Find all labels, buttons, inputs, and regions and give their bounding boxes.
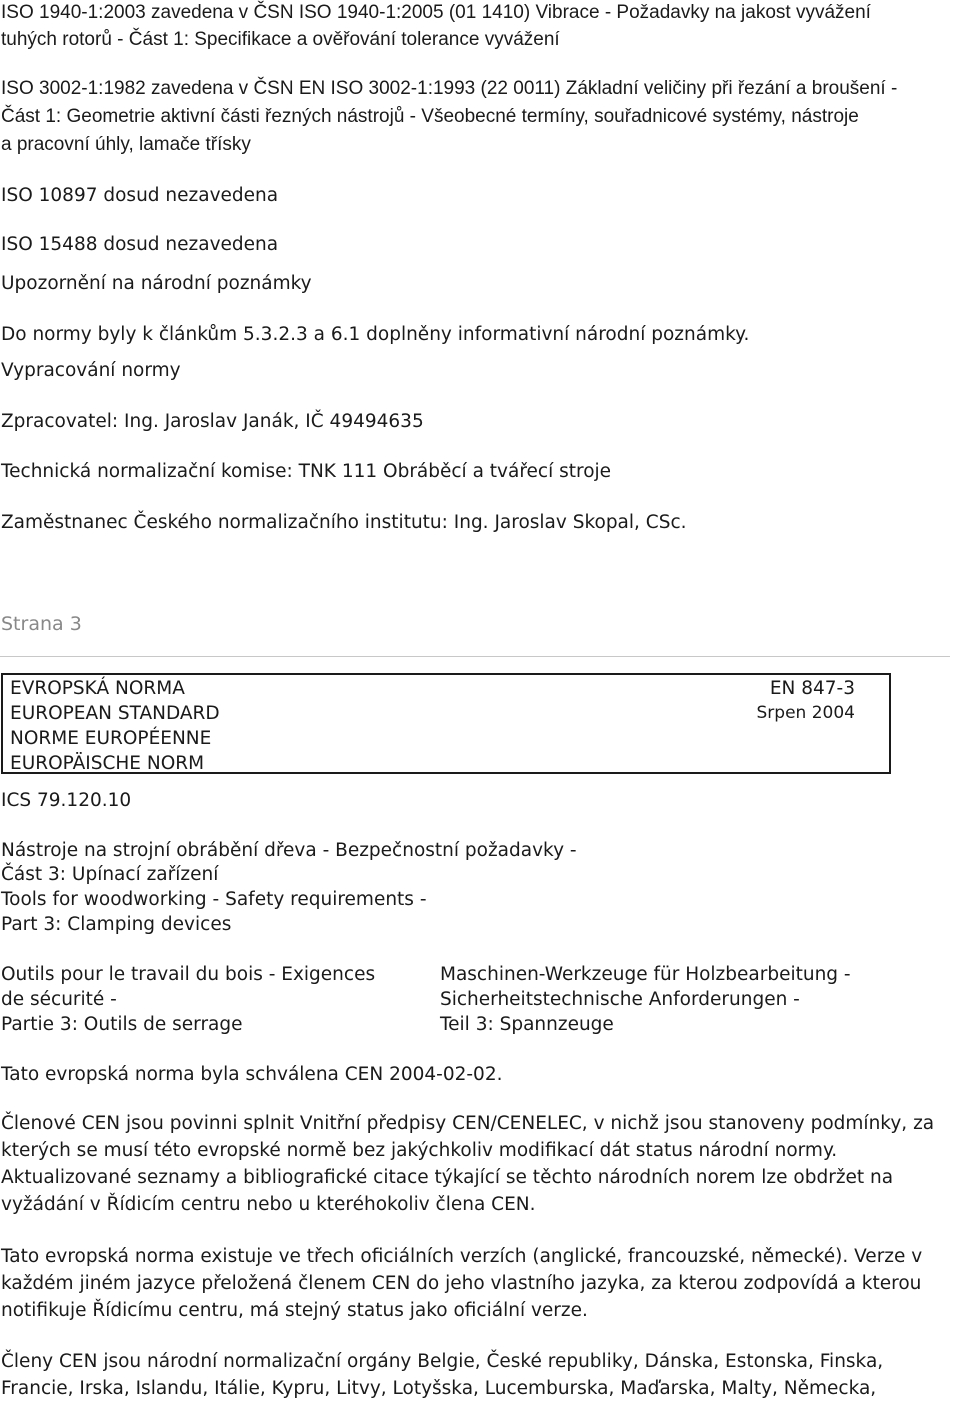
- members-paragraph-line-4: vyžádání v Řídicím centru nebo u kteréhokoliv člena CEN.: [1, 1194, 536, 1215]
- technical-committee: Technická normalizační komise: TNK 111 Obráběcí a tvářecí stroje: [1, 461, 612, 482]
- approval-statement: Tato evropská norma byla schválena CEN 2004-02-02.: [1, 1064, 503, 1085]
- versions-paragraph-line-1: Tato evropská norma existuje ve třech oficiálních verzích (anglické, francouzské, německé). Verze v: [1, 1246, 923, 1267]
- iso3002-line-3: a pracovní úhly, lamače třísky: [1, 134, 251, 155]
- title-de-line-1: Maschinen-Werkzeuge für Holzbearbeitung -: [440, 964, 851, 985]
- iso3002-line-2: Část 1: Geometrie aktivní části řezných nástrojů - Všeobecné termíny, souřadnicové systémy, nástroje: [1, 106, 859, 127]
- versions-paragraph-line-2: každém jiném jazyce přeložená členem CEN do jeho vlastního jazyka, za kterou zodpovídá a kterou: [1, 1273, 922, 1294]
- page-label: Strana 3: [1, 613, 82, 635]
- norm-name-cz: EVROPSKÁ NORMA: [10, 678, 185, 699]
- iso3002-line-1: ISO 3002-1:1982 zavedena v ČSN EN ISO 3002-1:1993 (22 0011) Základní veličiny při řezání a broušení -: [1, 78, 898, 99]
- norm-name-de: EUROPÄISCHE NORM: [10, 753, 205, 774]
- ics-code: ICS 79.120.10: [1, 790, 132, 811]
- iso1940-line-2: tuhých rotorů - Část 1: Specifikace a ověřování tolerance vyvážení: [1, 29, 560, 50]
- page-divider: [0, 656, 950, 657]
- title-de-line-2: Sicherheitstechnische Anforderungen -: [440, 989, 800, 1010]
- drafter: Zpracovatel: Ing. Jaroslav Janák, IČ 49494635: [1, 411, 424, 432]
- drafting-heading: Vypracování normy: [1, 360, 181, 381]
- members-paragraph-line-1: Členové CEN jsou povinni splnit Vnitřní předpisy CEN/CENELEC, v nichž jsou stanoveny podmínky, za: [1, 1113, 935, 1134]
- norm-number: EN 847-3: [769, 678, 855, 699]
- institute-employee: Zaměstnanec Českého normalizačního institutu: Ing. Jaroslav Skopal, CSc.: [1, 512, 687, 533]
- norm-name-fr: NORME EUROPÉENNE: [10, 728, 212, 749]
- title-en-line-1: Tools for woodworking - Safety requirements -: [1, 889, 427, 910]
- title-fr-line-2: de sécurité -: [1, 989, 117, 1010]
- countries-paragraph-line-1: Členy CEN jsou národní normalizační orgány Belgie, České republiky, Dánska, Estonska, Finska,: [1, 1351, 884, 1372]
- norm-header-box: [1, 673, 891, 774]
- title-cz-line-2: Část 3: Upínací zařízení: [1, 864, 219, 885]
- members-paragraph-line-3: Aktualizované seznamy a bibliografické citace týkající se těchto národních norem lze obdržet na: [1, 1167, 894, 1188]
- title-fr-line-1: Outils pour le travail du bois - Exigences: [1, 964, 376, 985]
- national-notes-heading: Upozornění na národní poznámky: [1, 273, 312, 294]
- iso1940-line-1: ISO 1940-1:2003 zavedena v ČSN ISO 1940-1:2005 (01 1410) Vibrace - Požadavky na jakost vyvážení: [1, 2, 871, 23]
- title-en-line-2: Part 3: Clamping devices: [1, 914, 232, 935]
- versions-paragraph-line-3: notifikuje Řídicímu centru, má stejný status jako oficiální verze.: [1, 1300, 588, 1321]
- countries-paragraph-line-2: Francie, Irska, Islandu, Itálie, Kypru, Litvy, Lotyšska, Lucemburska, Maďarska, Malty, Německa,: [1, 1378, 877, 1399]
- iso15488-note: ISO 15488 dosud nezavedena: [1, 234, 279, 255]
- members-paragraph-line-2: kterých se musí této evropské normě bez jakýchkoliv modifikací dát status národní normy.: [1, 1140, 838, 1161]
- iso10897-note: ISO 10897 dosud nezavedena: [1, 185, 279, 206]
- title-cz-line-1: Nástroje na strojní obrábění dřeva - Bezpečnostní požadavky -: [1, 840, 577, 861]
- norm-date: Srpen 2004: [756, 703, 855, 723]
- title-fr-line-3: Partie 3: Outils de serrage: [1, 1014, 243, 1035]
- norm-name-en: EUROPEAN STANDARD: [10, 703, 220, 724]
- title-de-line-3: Teil 3: Spannzeuge: [440, 1014, 614, 1035]
- national-notes-text: Do normy byly k článkům 5.3.2.3 a 6.1 doplněny informativní národní poznámky.: [1, 324, 750, 345]
